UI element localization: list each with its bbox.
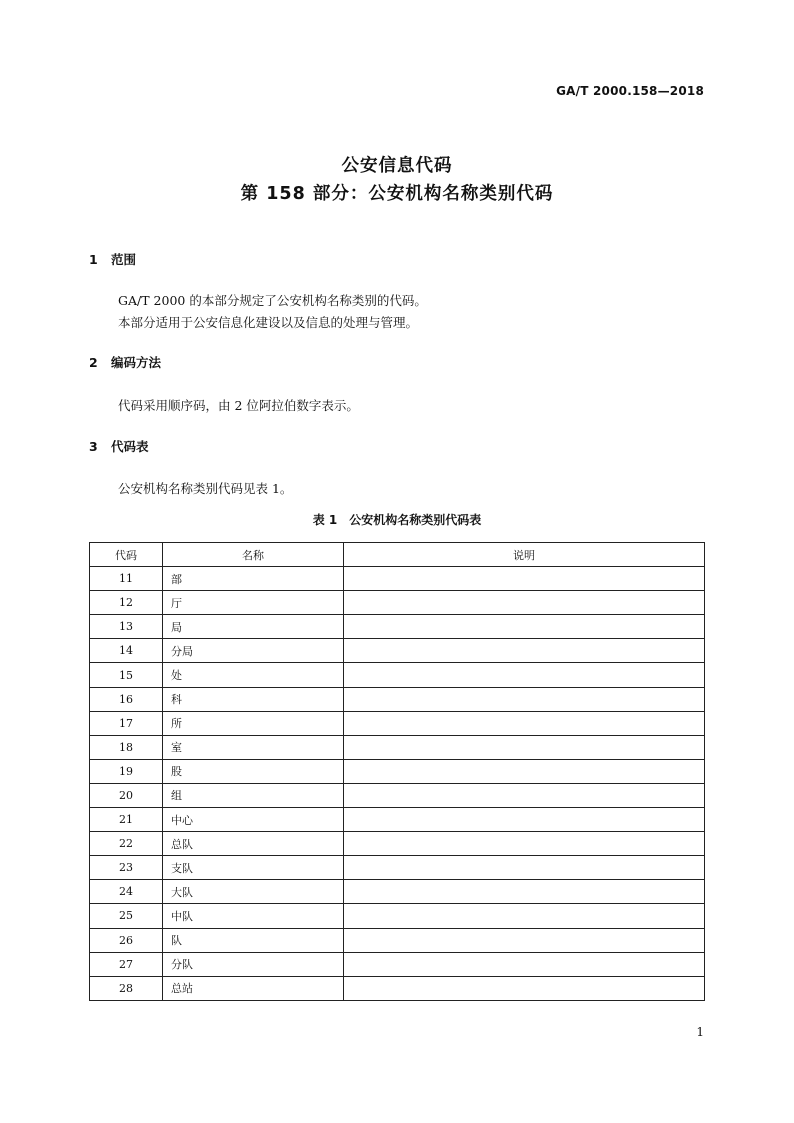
- paragraph: 代码采用顺序码，由 2 位阿拉伯数字表示。: [118, 398, 359, 413]
- name-cell: 中队: [163, 904, 344, 928]
- document-title: 公安信息代码: [341, 156, 453, 176]
- code-cell: 23: [90, 856, 163, 880]
- note-cell: [344, 880, 705, 904]
- table-caption-number: 表 1: [312, 513, 338, 527]
- code-table: [89, 542, 705, 1001]
- section-number: 2: [89, 355, 98, 370]
- name-cell: 支队: [163, 856, 344, 880]
- note-cell: [344, 952, 705, 976]
- note-cell: [344, 976, 705, 1000]
- table-row: [90, 663, 705, 687]
- column-header-name: 名称: [163, 543, 344, 567]
- note-cell: [344, 711, 705, 735]
- code-cell: 11: [90, 567, 163, 591]
- code-cell: 27: [90, 952, 163, 976]
- name-cell: 分队: [163, 952, 344, 976]
- note-cell: [344, 663, 705, 687]
- code-cell: 26: [90, 928, 163, 952]
- code-cell: 28: [90, 976, 163, 1000]
- name-cell: 总队: [163, 832, 344, 856]
- section-heading-scope: [89, 250, 136, 268]
- table-row: [90, 976, 705, 1000]
- note-cell: [344, 783, 705, 807]
- section-heading-encoding: [89, 353, 161, 371]
- table-row: [90, 928, 705, 952]
- name-cell: 所: [163, 711, 344, 735]
- name-cell: 厅: [163, 591, 344, 615]
- note-cell: [344, 759, 705, 783]
- code-cell: 15: [90, 663, 163, 687]
- name-cell: 总站: [163, 976, 344, 1000]
- table-row: [90, 759, 705, 783]
- table-row: [90, 639, 705, 663]
- code-cell: 25: [90, 904, 163, 928]
- table-row: [90, 904, 705, 928]
- note-cell: [344, 808, 705, 832]
- section-title: 范围: [111, 252, 137, 267]
- code-cell: 19: [90, 759, 163, 783]
- paragraph: 本部分适用于公安信息化建设以及信息的处理与管理。: [118, 315, 419, 330]
- paragraph: GA/T 2000 的本部分规定了公安机构名称类别的代码。: [118, 293, 427, 308]
- column-header-code: 代码: [90, 543, 163, 567]
- code-cell: 14: [90, 639, 163, 663]
- table-row: [90, 783, 705, 807]
- section-title: 代码表: [111, 439, 149, 454]
- code-cell: 13: [90, 615, 163, 639]
- table-row: [90, 711, 705, 735]
- column-header-note: 说明: [344, 543, 705, 567]
- name-cell: 室: [163, 735, 344, 759]
- page-number: 1: [696, 1025, 704, 1039]
- name-cell: 大队: [163, 880, 344, 904]
- code-cell: 21: [90, 808, 163, 832]
- note-cell: [344, 639, 705, 663]
- note-cell: [344, 591, 705, 615]
- name-cell: 中心: [163, 808, 344, 832]
- code-cell: 18: [90, 735, 163, 759]
- note-cell: [344, 735, 705, 759]
- table-row: [90, 735, 705, 759]
- name-cell: 组: [163, 783, 344, 807]
- table-row: [90, 880, 705, 904]
- section-title: 编码方法: [111, 355, 162, 370]
- note-cell: [344, 832, 705, 856]
- table-row: [90, 952, 705, 976]
- paragraph: 公安机构名称类别代码见表 1。: [118, 481, 293, 496]
- note-cell: [344, 687, 705, 711]
- code-cell: 20: [90, 783, 163, 807]
- name-cell: 队: [163, 928, 344, 952]
- note-cell: [344, 856, 705, 880]
- table-header-row: [90, 543, 705, 567]
- name-cell: 分局: [163, 639, 344, 663]
- code-cell: 16: [90, 687, 163, 711]
- table-row: [90, 567, 705, 591]
- section-heading-code-table: [89, 437, 149, 455]
- code-cell: 12: [90, 591, 163, 615]
- table-row: [90, 832, 705, 856]
- section-number: 3: [89, 439, 98, 454]
- code-cell: 17: [90, 711, 163, 735]
- name-cell: 处: [163, 663, 344, 687]
- note-cell: [344, 567, 705, 591]
- table-row: [90, 687, 705, 711]
- code-cell: 22: [90, 832, 163, 856]
- name-cell: 科: [163, 687, 344, 711]
- section-number: 1: [89, 252, 98, 267]
- table-caption: [0, 511, 794, 528]
- table-caption-title: 公安机构名称类别代码表: [349, 513, 482, 527]
- table-row: [90, 856, 705, 880]
- note-cell: [344, 928, 705, 952]
- document-subtitle: 第 158 部分：公安机构名称类别代码: [240, 184, 554, 204]
- standard-code: GA/T 2000.158—2018: [556, 84, 704, 98]
- note-cell: [344, 615, 705, 639]
- table-row: [90, 591, 705, 615]
- name-cell: 部: [163, 567, 344, 591]
- note-cell: [344, 904, 705, 928]
- name-cell: 局: [163, 615, 344, 639]
- code-cell: 24: [90, 880, 163, 904]
- name-cell: 股: [163, 759, 344, 783]
- table-row: [90, 808, 705, 832]
- table-row: [90, 615, 705, 639]
